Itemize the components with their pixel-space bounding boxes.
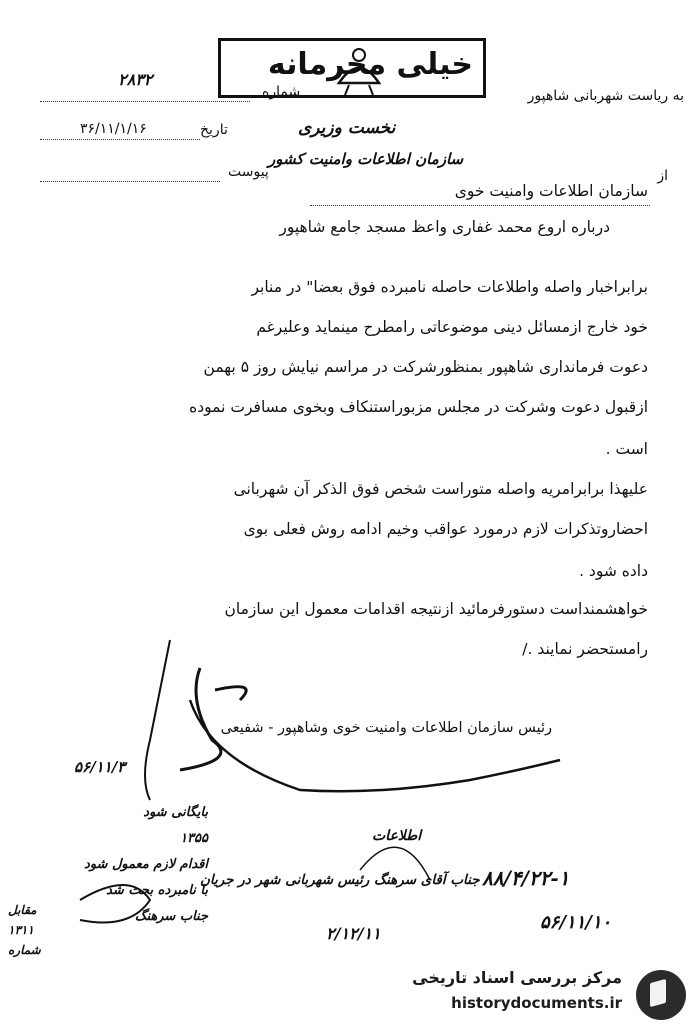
note-itlaat: اطلاعات: [372, 828, 422, 844]
signature-title: رئیس سازمان اطلاعات وامنیت خوی وشاهپور - شفیعی: [220, 720, 552, 736]
note-ref-right: ۸۸/۴/۲۲-۱: [482, 866, 570, 890]
ministry-title: نخست وزیری: [298, 118, 396, 138]
body-line: است .: [605, 440, 648, 458]
body-line: داده شود .: [579, 562, 648, 580]
subject-line: درباره اروع محمد غفاری واعظ مسجد جامع شاهپور: [279, 218, 610, 236]
body-line: احضاروتذکرات لازم درمورد عواقب وخیم ادامه روش فعلی بوی: [243, 520, 648, 538]
watermark-title: مرکز بررسی اسناد تاریخی: [412, 968, 622, 987]
body-line: برابراخبار واصله واطلاعات حاصله نامبرده فوق بعضا" در منابر: [251, 278, 648, 296]
note-block-left: بایگانی شود ۱۳۵۵ اقدام لازم معمول شود با نامبرده بحث شد جناب سرهنگ: [84, 805, 208, 924]
history-documents-logo-icon: [636, 970, 686, 1020]
number-value: ۲۸۳۲: [118, 70, 153, 89]
note-margin-small: مقابل ۱۳۱۱ شماره: [8, 903, 41, 957]
note-center-date: ۲/۱۲/۱۱: [326, 924, 381, 943]
note-date-right: ۵۶/۱۱/۱۰: [540, 912, 612, 933]
note-center: جناب آقای سرهنگ رئیس شهربانی شهر در جریان: [200, 872, 480, 888]
addressee: به ریاست شهربانی شاهپور: [527, 88, 684, 104]
watermark-url[interactable]: historydocuments.ir: [451, 994, 622, 1012]
from-label: از: [657, 168, 668, 184]
from-value: سازمان اطلاعات وامنیت خوی: [454, 182, 648, 200]
body-line: دعوت فرمانداری شاهپور بمنظورشرکت در مراسم نیایش روز ۵ بهمن: [203, 358, 648, 376]
body-line: علیهذا برابرامریه واصله متوراست شخص فوق الذکر آن شهربانی: [233, 480, 648, 498]
body-line: رامستحضر نمایند ./: [522, 640, 648, 658]
body-line: خواهشمنداست دستورفرمائید ازنتیجه اقدامات معمول این سازمان: [224, 600, 648, 618]
attachment-label: پیوست: [228, 164, 269, 180]
date-label: تاریخ: [200, 122, 228, 138]
number-label: شماره: [262, 84, 301, 100]
body-line: ازقبول دعوت وشرکت در مجلس مزبوراستنکاف وبخوی مسافرت نموده: [189, 398, 648, 416]
note-date-left: ۵۶/۱۱/۳: [74, 758, 126, 776]
organization-title: سازمان اطلاعات وامنیت کشور: [268, 150, 464, 168]
stamp-word: خیلی محرمانه: [267, 47, 473, 82]
body-line: خود خارج ازمسائل دینی موضوعاتی رامطرح مینماید وعلیرغم: [256, 318, 648, 336]
date-value: ۳۶/۱۱/۱/۱۶: [80, 121, 147, 137]
